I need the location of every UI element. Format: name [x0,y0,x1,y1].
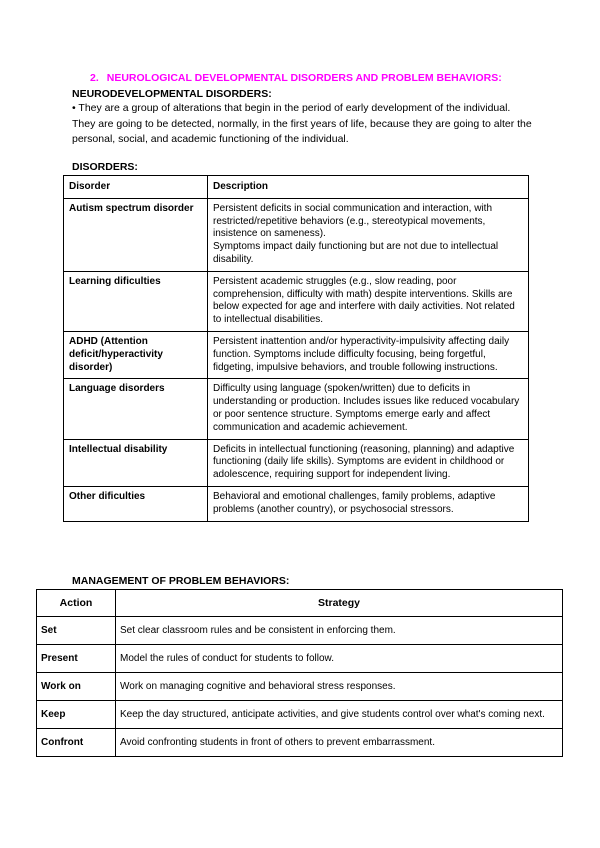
intro-paragraph: • They are a group of alterations that begin in the period of early development of the individual. They are going to be detected, normally, in the first years of life, because they are going to alter the personal, social, and academic functioning of the individual. [72,102,532,145]
disorder-description [208,379,529,439]
disorder-name: ADHD (Attention deficit/hyperactivity disorder) [64,331,208,378]
description-line: Difficulty using language (spoken/written) due to deficits in understanding or production. Includes issues like reduced vocabulary or poor sentence structure. Symptoms emerge early and affect communication and academic achievement. [213,383,520,433]
disorder-description [208,198,529,271]
section-number: 2. [90,72,99,84]
disorder-description [208,271,529,331]
management-row [37,617,563,645]
disorder-description [208,331,529,378]
management-row [37,701,563,729]
description-line: Symptoms impact daily functioning but are not due to intellectual disability. [213,241,499,265]
disorder-description [208,439,529,486]
section-title: NEUROLOGICAL DEVELOPMENTAL DISORDERS AND PROBLEM BEHAVIORS: [106,72,502,84]
disorder-column-header: Disorder [64,176,208,199]
disorder-name: Other dificulties [64,486,208,521]
disorders-label: DISORDERS: [72,161,138,173]
disorder-row [64,379,529,439]
action-column-header: Action [37,590,116,617]
disorder-row [64,198,529,271]
management-strategy: Avoid confronting students in front of others to prevent embarrassment. [116,729,563,757]
management-strategy: Set clear classroom rules and be consistent in enforcing them. [116,617,563,645]
management-strategy: Work on managing cognitive and behavioral stress responses. [116,673,563,701]
disorder-name: Autism spectrum disorder [64,198,208,271]
disorder-row [64,486,529,521]
disorder-name: Language disorders [64,379,208,439]
disorders-header-row [64,176,529,199]
description-line: Persistent inattention and/or hyperactivity-impulsivity affecting daily function. Symptoms include difficulty focusing, being forgetful, fidgeting, impulsive behaviors, and trouble following instructions. [213,335,510,373]
management-row [37,673,563,701]
description-line: Deficits in intellectual functioning (reasoning, planning) and adaptive functioning (daily life skills). Symptoms are evident in childhood or adolescence, requiring support for independent living. [213,443,515,481]
management-row [37,729,563,757]
management-action: Present [37,645,116,673]
subsection-title: NEURODEVELOPMENTAL DISORDERS: [72,88,272,100]
management-strategy: Keep the day structured, anticipate activities, and give students control over what's coming next. [116,701,563,729]
management-header-row [37,590,563,617]
disorder-row [64,271,529,331]
description-line: Persistent academic struggles (e.g., slow reading, poor comprehension, difficulty with math) despite interventions. Skills are below expected for age and interfere with daily activities. Not related to intellectual disabilities. [213,275,515,326]
disorder-description [208,486,529,521]
strategy-column-header: Strategy [116,590,563,617]
management-table [36,589,563,757]
management-strategy: Model the rules of conduct for students to follow. [116,645,563,673]
management-row [37,645,563,673]
description-line: Behavioral and emotional challenges, family problems, adaptive problems (another country), or psychosocial stressors. [213,490,496,515]
management-label: MANAGEMENT OF PROBLEM BEHAVIORS: [72,575,290,587]
description-column-header: Description [208,176,529,199]
management-action: Work on [37,673,116,701]
disorder-row [64,331,529,378]
management-action: Set [37,617,116,645]
management-action: Keep [37,701,116,729]
section-heading [90,72,502,84]
disorders-table [63,175,529,522]
management-action: Confront [37,729,116,757]
disorder-name: Learning dificulties [64,271,208,331]
disorder-name: Intellectual disability [64,439,208,486]
disorder-row [64,439,529,486]
description-line: Persistent deficits in social communication and interaction, with restricted/repetitive behaviors (e.g., stereotypical movements, insistence on sameness). [213,202,493,240]
